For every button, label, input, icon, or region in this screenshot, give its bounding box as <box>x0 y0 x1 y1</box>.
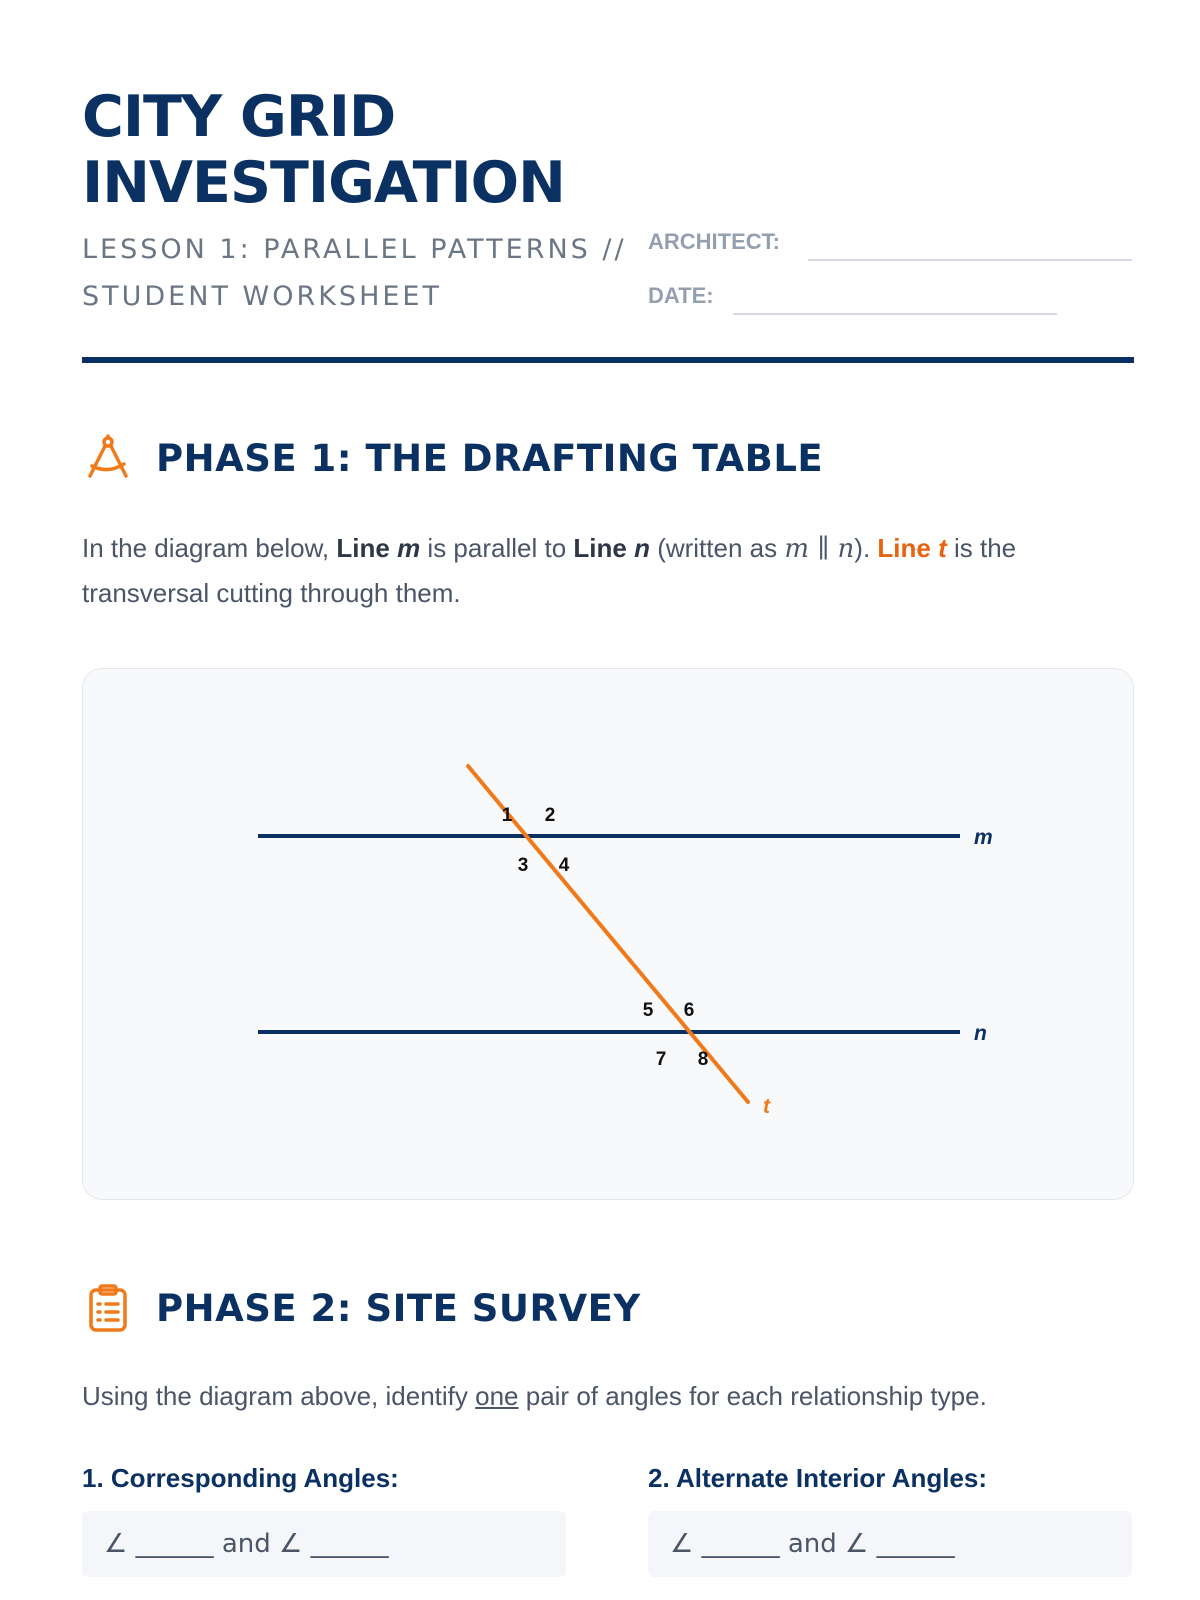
corresponding-angles-label: 1. Corresponding Angles: <box>82 1463 399 1493</box>
angle-label-4: 4 <box>558 855 570 876</box>
phase2-description: Using the diagram above, identify one pair of angles for each relationship type. <box>82 1381 987 1411</box>
alternate-interior-angles-answer[interactable]: ∠ ______ and ∠ ______ <box>648 1511 1132 1577</box>
phase2-title: PHASE 2: SITE SURVEY <box>156 1286 641 1330</box>
clipboard-icon <box>82 1282 134 1334</box>
date-label: DATE: <box>648 283 714 308</box>
angle-label-3: 3 <box>517 855 529 876</box>
angle-label-5: 5 <box>642 1000 654 1021</box>
corresponding-angles-answer[interactable]: ∠ ______ and ∠ ______ <box>82 1511 566 1577</box>
alternate-interior-angles-label: 2. Alternate Interior Angles: <box>648 1463 988 1493</box>
compass-icon <box>82 432 134 484</box>
architect-field[interactable] <box>808 259 1132 261</box>
phase1-title: PHASE 1: THE DRAFTING TABLE <box>156 436 824 480</box>
angle-label-2: 2 <box>544 805 556 826</box>
angle-label-6: 6 <box>683 1000 695 1021</box>
architect-label: ARCHITECT: <box>648 229 780 254</box>
line-m-label: m <box>974 826 993 849</box>
page-subtitle: LESSON 1: PARALLEL PATTERNS // STUDENT WORKSHEET <box>82 234 627 312</box>
header-divider <box>82 357 1134 363</box>
line-t-label: t <box>763 1095 770 1118</box>
page-title: CITY GRID INVESTIGATION <box>82 84 565 216</box>
phase2-header <box>82 1282 641 1334</box>
phase1-description: In the diagram below, Line m is parallel to Line n (written as m ∥ n). Line t is the transversal cutting through them. <box>82 533 1017 608</box>
angle-label-7: 7 <box>655 1049 667 1070</box>
parallel-lines-diagram <box>82 668 1134 1200</box>
phase1-header <box>82 432 823 484</box>
date-field[interactable] <box>733 313 1057 315</box>
angle-label-1: 1 <box>501 805 513 826</box>
line-n-label: n <box>974 1022 987 1045</box>
angle-label-8: 8 <box>697 1049 709 1070</box>
